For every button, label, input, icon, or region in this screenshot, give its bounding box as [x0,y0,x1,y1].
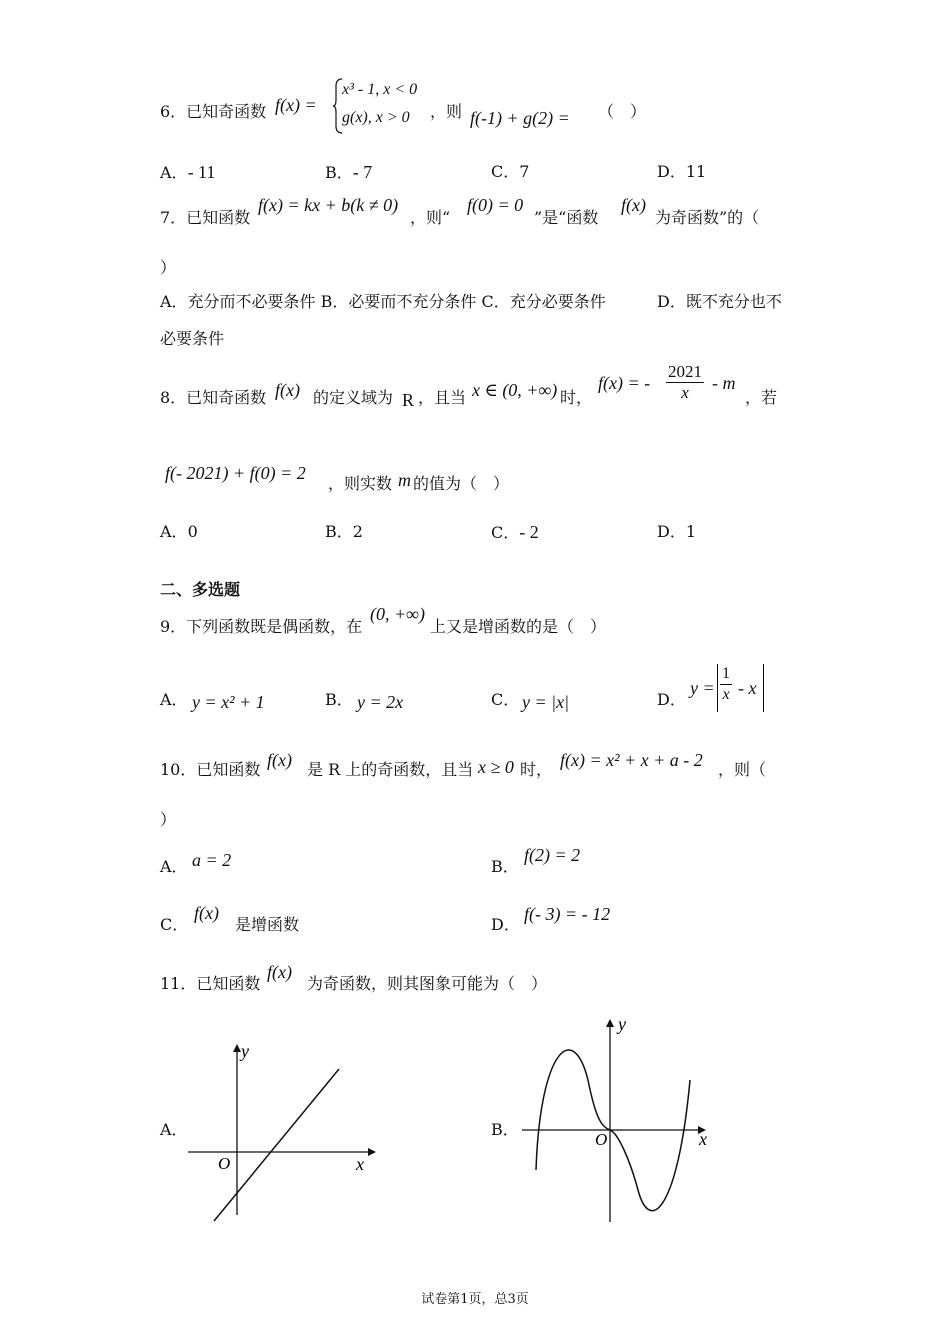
q9-option-d-post: - x [738,678,757,698]
q9-stem-end: 上又是增函数的是（ ） [430,617,607,636]
q9-option-b-label: B． [325,690,353,709]
origin-label: O [595,1130,608,1149]
q6-func-lhs: f(x) = [275,95,317,115]
linear-curve [214,1069,339,1221]
q8-stem-mid1: 的定义域为 [313,388,394,407]
q6-case1: x³ - 1, x < 0 [342,81,418,98]
q8-expr-tail: - m [712,373,736,393]
x-axis-label: x [356,1154,364,1174]
q9-option-b: y = 2x [357,692,404,712]
q10-cond: x ≥ 0 [478,757,514,777]
q10-option-b: f(2) = 2 [524,845,581,865]
q10-stem-end: ，则（ [718,760,767,779]
q8-fraction [666,362,704,403]
q8-option-c: C．- 2 [491,522,539,542]
y-axis-arrow-icon [233,1044,241,1052]
q6-case2: g(x), x > 0 [342,109,410,126]
q6-stem-prefix: 6．已知奇函数 [160,102,267,121]
q9-option-d-fraction [720,664,732,705]
q10-option-c: f(x) [194,903,219,923]
q9-option-a-label: A． [160,690,188,709]
q11-func: f(x) [267,962,292,982]
q10-option-a: a = 2 [192,850,232,870]
q10-option-a-label: A． [160,857,188,876]
q8-domain: R [402,390,415,410]
q6-option-d: D．11 [657,162,707,181]
q10-option-d: f(- 3) = - 12 [524,904,611,924]
x-axis-arrow-icon [368,1148,376,1156]
q11-option-a-label: A． [160,1120,188,1139]
q6-paren: （ ） [598,102,647,121]
q7-options-abc: A．充分而不必要条件 B．必要而不充分条件 C．充分必要条件 [160,292,606,311]
q6-option-c: C．7 [491,162,530,181]
q8-var: m [398,470,411,490]
q9-abs-bar-left [717,664,718,712]
q7-stem-mid2: ”是“函数 [534,208,599,227]
q8-stem-prefix: 8．已知奇函数 [160,388,267,407]
q9-abs-bar-right [763,664,764,712]
y-axis-arrow-icon [606,1019,614,1027]
q11-stem-prefix: 11．已知函数 [160,974,261,993]
q9-option-a: y = x² + 1 [192,692,265,712]
q11-stem-end: 为奇函数，则其图象可能为（ ） [307,974,548,993]
q8-frac-num: 2021 [668,362,702,381]
q7-close: ） [160,258,177,277]
q8-option-d: D．1 [657,522,697,541]
q6-stem-mid: ，则 [430,102,463,121]
y-axis-label: y [241,1041,249,1061]
q10-stem-mid1: 是 R 上的奇函数，且当 [307,760,474,779]
q9-stem-prefix: 9．下列函数既是偶函数，在 [160,617,363,636]
q7-option-d-cont: 必要条件 [160,329,225,348]
q7-stem-mid1: ，则“ [410,208,451,227]
q11-graph-b [518,1010,718,1230]
q7-cond: f(0) = 0 [467,195,524,215]
q8-stem2-end: 的值为（ ） [413,474,510,493]
q7-stem-end: 为奇函数”的（ [655,208,760,227]
origin-label: O [218,1154,231,1173]
q9-option-d-pre: y = [690,678,715,698]
q9-frac-num: 1 [720,664,732,685]
q7-stem-prefix: 7．已知函数 [160,208,251,227]
q6-option-b: B．- 7 [325,162,373,182]
q10-option-b-label: B． [491,857,519,876]
q8-option-a: A．0 [160,522,198,541]
q7-option-d: D．既不充分也不 [657,292,782,311]
page-footer: 试卷第1页，总3页 [421,1292,529,1307]
q8-stem2: ，则实数 [328,474,393,493]
q8-frac-den: x [681,383,689,402]
q8-stem-mid2: ，且当 [418,388,467,407]
q6-expr: f(-1) + g(2) = [470,108,570,128]
q8-expr-lhs: f(x) = - [598,373,651,393]
q10-option-c-suffix: 是增函数 [235,915,300,934]
q10-option-c-label: C． [160,915,189,934]
q8-interval: x ∈ (0, +∞) [472,380,558,400]
q8-cond: f(- 2021) + f(0) = 2 [165,463,306,483]
q10-func: f(x) [267,750,292,770]
y-axis-label: y [618,1014,626,1034]
q10-option-d-label: D． [491,915,520,934]
q10-expr: f(x) = x² + x + a - 2 [560,750,703,770]
q7-func: f(x) = kx + b(k ≠ 0) [258,195,399,215]
q11-option-b-label: B． [491,1120,519,1139]
q9-option-c: y = |x| [522,692,570,712]
q8-option-b: B．2 [325,522,363,541]
q8-stem-mid3: 时， [560,388,593,407]
q8-stem-end: ，若 [745,388,778,407]
q11-graph-a [180,1035,380,1230]
q10-close: ） [160,810,177,829]
q10-stem-mid2: 时， [520,760,553,779]
q6-option-a: A．- 11 [160,162,216,182]
q8-func: f(x) [275,380,300,400]
q9-option-d-label: D． [657,690,686,709]
q9-frac-den: x [722,686,730,703]
q7-func2: f(x) [621,195,646,215]
x-axis-label: x [699,1129,707,1149]
q9-option-c-label: C． [491,690,520,709]
q9-interval: (0, +∞) [370,604,425,624]
section-title-multi-choice: 二、多选题 [160,580,241,599]
q10-stem-prefix: 10．已知函数 [160,760,261,779]
